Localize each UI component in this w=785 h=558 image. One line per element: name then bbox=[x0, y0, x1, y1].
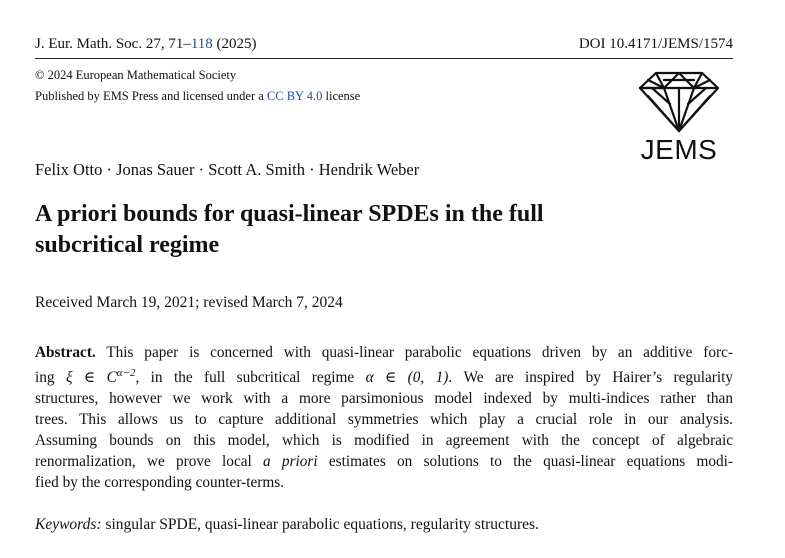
abstract-text-2c: . We are inspired by Hairer’s regularity bbox=[448, 369, 734, 387]
copyright-notice: © 2024 European Mathematical Society bbox=[35, 68, 237, 82]
journal-citation bbox=[35, 36, 257, 53]
abstract-line-6 bbox=[35, 451, 733, 472]
math-alpha: α ∈ (0, 1) bbox=[365, 369, 449, 387]
abstract-line-7: fied by the corresponding counter-terms. bbox=[35, 474, 285, 492]
abstract-line-5: Assuming bounds on this model, which is modified in agreement with the concept of algebraic bbox=[35, 432, 733, 450]
license-link[interactable]: CC BY 4.0 bbox=[266, 89, 323, 103]
abstract-italic-a-priori: a priori bbox=[263, 453, 318, 471]
license-notice bbox=[35, 89, 360, 104]
keywords-text: singular SPDE, quasi-linear parabolic equations, regularity structures. bbox=[101, 516, 539, 533]
abstract-line-1 bbox=[35, 342, 733, 363]
keywords bbox=[35, 516, 539, 534]
abstract-line-4: trees. This allows us to capture additional symmetries which play a crucial role in our analysis. bbox=[35, 411, 733, 429]
abstract-text-6b: estimates on solutions to the quasi-linear equations modi- bbox=[317, 453, 733, 471]
doi[interactable]: DOI 10.4171/JEMS/1574 bbox=[578, 36, 733, 52]
keywords-label: Keywords: bbox=[35, 516, 102, 533]
journal-year: (2025) bbox=[212, 36, 257, 52]
abstract-line-2 bbox=[35, 363, 733, 388]
license-suffix: license bbox=[322, 89, 361, 103]
abstract bbox=[35, 342, 733, 493]
authors: Felix Otto · Jonas Sauer · Scott A. Smith · Hendrik Weber bbox=[35, 160, 420, 179]
abstract-text-2b: , in the full subcritical regime bbox=[135, 369, 366, 387]
received-dates: Received March 19, 2021; revised March 7, 2024 bbox=[35, 294, 343, 311]
diamond-icon bbox=[636, 68, 722, 134]
license-prefix: Published by EMS Press and licensed under a bbox=[35, 89, 267, 103]
abstract-text-6a: renormalization, we prove local bbox=[35, 453, 264, 471]
math-xi: ξ ∈ C bbox=[65, 369, 117, 387]
title-line-2: subcritical regime bbox=[35, 232, 220, 258]
journal-last-page-link[interactable]: 118 bbox=[190, 36, 213, 52]
logo-text: JEMS bbox=[640, 134, 718, 165]
paper-title bbox=[35, 199, 735, 261]
title-line-1: A priori bounds for quasi-linear SPDEs in the full bbox=[35, 201, 544, 227]
jems-logo bbox=[636, 68, 722, 168]
abstract-text-2a: ing bbox=[35, 369, 66, 387]
header-divider bbox=[35, 58, 733, 59]
math-exponent: α−2 bbox=[116, 367, 136, 379]
abstract-text-1: This paper is concerned with quasi-linear parabolic equations driven by an additive forc- bbox=[95, 344, 733, 361]
abstract-label: Abstract. bbox=[35, 344, 96, 361]
abstract-line-3: structures, however we work with a more parsimonious model indexed by multi-indices rather than bbox=[35, 390, 733, 408]
journal-name: J. Eur. Math. Soc. 27, 71– bbox=[35, 36, 191, 52]
